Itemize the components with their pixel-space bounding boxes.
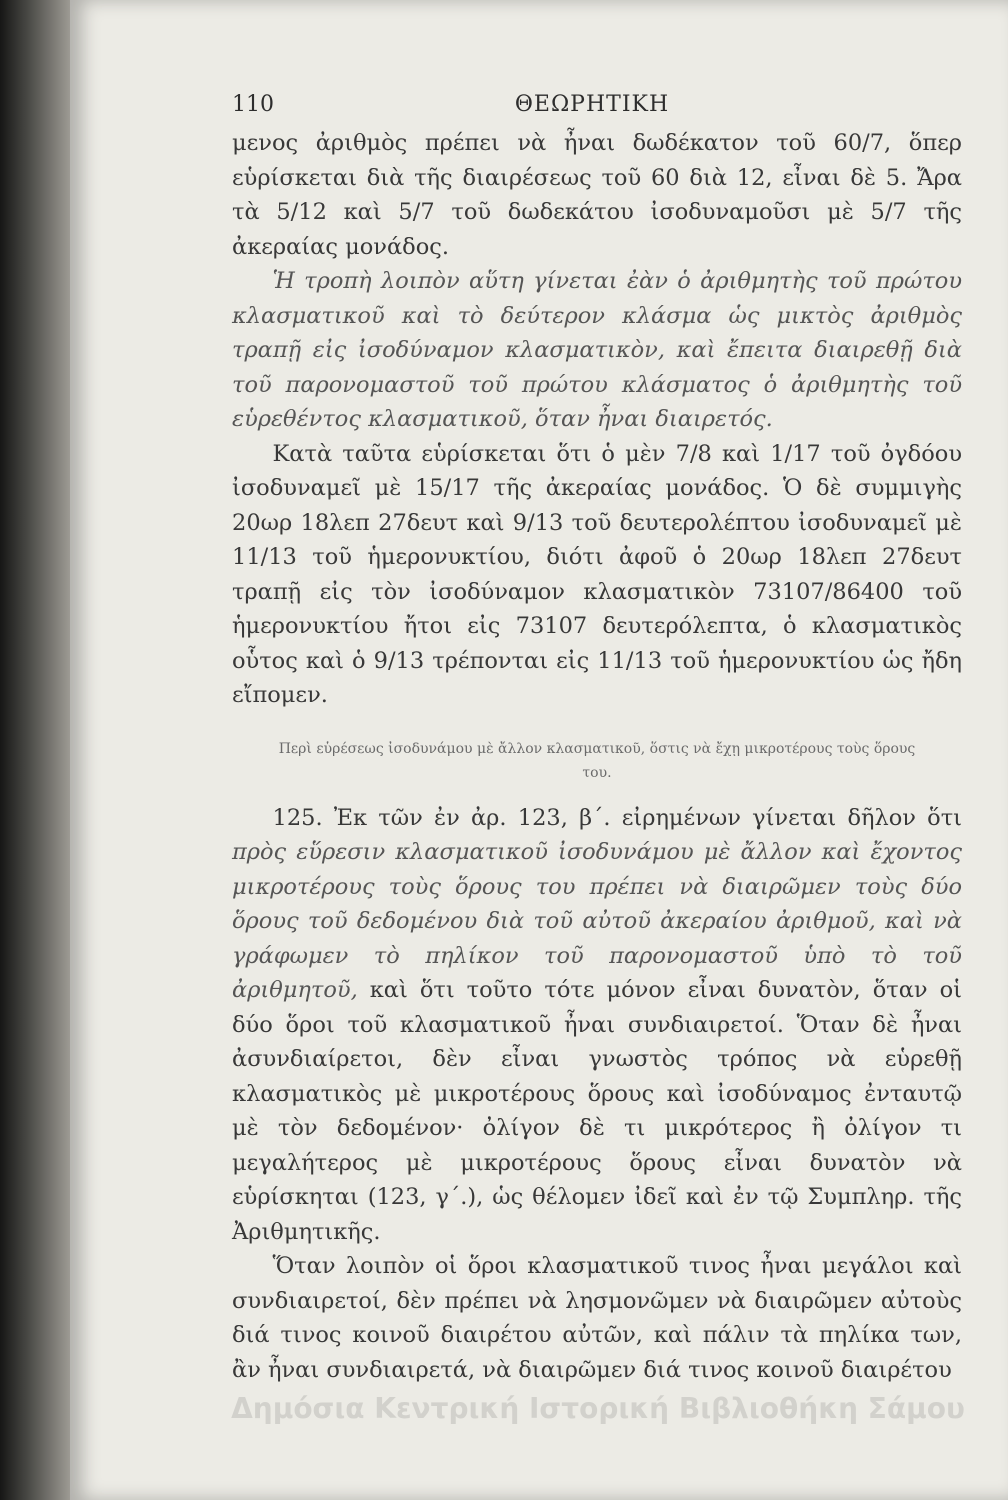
running-title: ΘΕΩΡΗΤΙΚΗ bbox=[514, 92, 670, 117]
paragraph-4-rule: πρὸς εὕρεσιν κλασματικοῦ ἰσοδυνάμου μὲ ἄλλον καὶ ἔχοντος μικροτέρους τοὺς ὅρους του πρέπει νὰ διαιρῶμεν τοὺς δύο ὅρους τοῦ δεδομένου διὰ τοῦ αὐτοῦ ἀκεραίου ἀριθμοῦ, καὶ νὰ γράφωμεν τὸ πηλίκον τοῦ παρονομαστοῦ ὑπὸ τὸ τοῦ ἀριθμητοῦ, bbox=[232, 839, 962, 1003]
section-heading: Περὶ εὑρέσεως ἰσοδυνάμου μὲ ἄλλον κλασματικοῦ, ὅστις νὰ ἔχῃ μικροτέρους τοὺς ὅρους του. bbox=[278, 740, 916, 781]
paragraph-1: μενος ἀριθμὸς πρέπει νὰ ἦναι δωδέκατον τοῦ 60/7, ὅπερ εὑρίσκεται διὰ τῆς διαιρέσεως τοῦ 60 διὰ 12, εἶναι δὲ 5. Ἄρα τὰ 5/12 καὶ 5/7 τοῦ δωδεκάτου ἰσοδυναμοῦσι μὲ 5/7 τῆς ἀκεραίας μονάδος. bbox=[232, 130, 962, 260]
page-number: 110 bbox=[232, 92, 274, 117]
paragraph-4 bbox=[232, 801, 962, 1250]
page-header bbox=[232, 92, 952, 124]
paragraph-4-start: 125. Ἐκ τῶν ἐν ἀρ. 123, β΄. εἰρημένων γίνεται δῆλον ὅτι bbox=[272, 804, 962, 831]
paragraph-2 bbox=[232, 264, 962, 437]
rule-statement: Ἡ τροπὴ λοιπὸν αὕτη γίνεται ἐὰν ὁ ἀριθμητὴς τοῦ πρώτου κλασματικοῦ καὶ τὸ δεύτερον κλάσμα ὡς μικτὸς ἀριθμὸς τραπῇ εἰς ἰσοδύναμον κλασματικὸν, καὶ ἔπειτα διαιρεθῇ διὰ τοῦ παρονομαστοῦ τοῦ πρώτου κλάσματος ὁ ἀριθμητὴς τοῦ εὑρεθέντος κλασματικοῦ, ὅταν ἦναι διαιρετός. bbox=[232, 268, 962, 432]
page-body bbox=[232, 126, 962, 1387]
paragraph-5: Ὅταν λοιπὸν οἱ ὅροι κλασματικοῦ τινος ἦναι μεγάλοι καὶ συνδιαιρετοί, δὲν πρέπει νὰ λησμονῶμεν νὰ διαιρῶμεν αὐτοὺς διά τινος κοινοῦ διαιρέτου αὐτῶν, καὶ πάλιν τὰ πηλίκα των, ἂν ἦναι συνδιαιρετά, νὰ διαιρῶμεν διά τινος κοινοῦ διαιρέτου bbox=[232, 1253, 962, 1383]
paragraph-3: Κατὰ ταῦτα εὑρίσκεται ὅτι ὁ μὲν 7/8 καὶ 1/17 τοῦ ὀγδόου ἰσοδυναμεῖ μὲ 15/17 τῆς ἀκεραίας μονάδος. Ὁ δὲ συμμιγὴς 20ωρ 18λεπ 27δευτ καὶ 9/13 τοῦ δευτερολέπτου ἰσοδυναμεῖ μὲ 11/13 τοῦ ἡμερονυκτίου, διότι ἀφοῦ ὁ 20ωρ 18λεπ 27δευτ τραπῇ εἰς τὸν ἰσοδύναμον κλασματικὸν 73107/86400 τοῦ ἡμερονυκτίου ἤτοι εἰς 73107 δευτερόλεπτα, ὁ κλασματικὸς οὗτος καὶ ὁ 9/13 τρέπονται εἰς 11/13 τοῦ ἡμερονυκτίου ὡς ἤδη εἴπομεν. bbox=[232, 440, 962, 708]
library-watermark: Δημόσια Κεντρική Ιστορική Βιβλιοθήκη Σάμου bbox=[231, 1392, 965, 1425]
paragraph-4-end: καὶ ὅτι τοῦτο τότε μόνον εἶναι δυνατὸν, ὅταν οἱ δύο ὅροι τοῦ κλασματικοῦ ἦναι συνδιαιρετοί. Ὅταν δὲ ἦναι ἀσυνδιαίρετοι, δὲν εἶναι γνωστὸς τρόπος νὰ εὑρεθῇ κλασματικὸς μὲ μικροτέρους ὅρους καὶ ἰσοδύναμος ἐνταυτῷ μὲ τὸν δεδομένον· ὀλίγον δὲ τι μικρότερος ἢ ὀλίγον τι μεγαλήτερος μὲ μικροτέρους ὅρους εἶναι δυνατὸν νὰ εὑρίσκηται (123, γ΄.), ὡς θέλομεν ἰδεῖ καὶ ἐν τῷ Συμπληρ. τῆς Ἀριθμητικῆς. bbox=[232, 977, 962, 1245]
